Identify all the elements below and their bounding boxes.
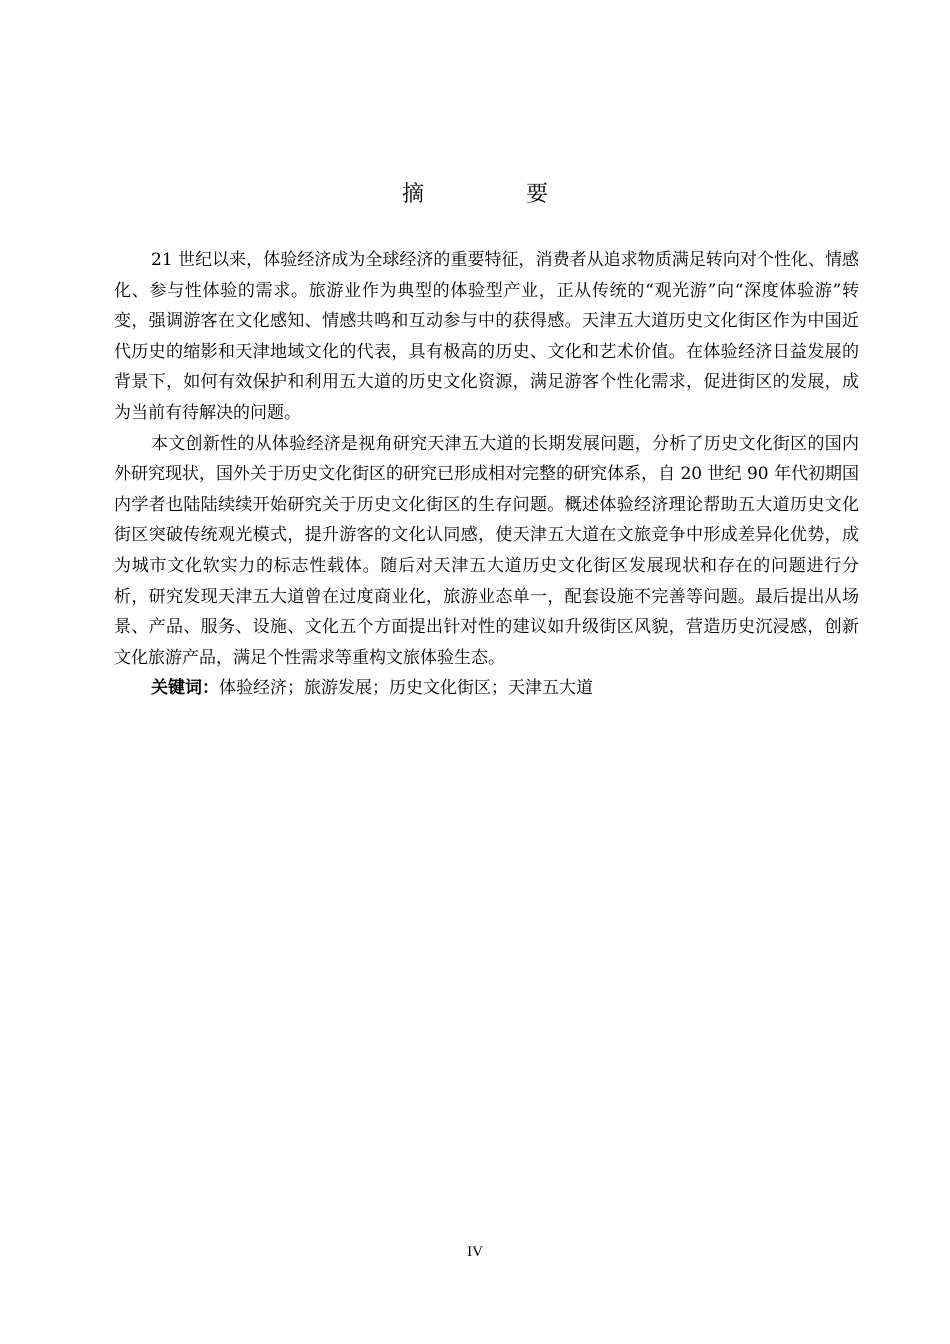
keywords-text: 体验经济；旅游发展；历史文化街区；天津五大道 — [219, 678, 593, 699]
abstract-body — [114, 245, 859, 704]
abstract-title: 摘 要 — [401, 182, 588, 207]
page-number: IV — [467, 1244, 483, 1260]
keywords-label: 关键词： — [151, 678, 219, 699]
keywords-line — [114, 673, 859, 704]
abstract-paragraph-2: 本文创新性的从体验经济是视角研究天津五大道的长期发展问题，分析了历史文化街区的国内外研究现状，国外关于历史文化街区的研究已形成相对完整的研究体系，自 20 世纪 90 年代初期国内学者也陆陆续续开始研究关于历史文化街区的生存问题。概述体验经济理论帮助五大道历史文化街区突破传统观光模式，提升游客的文化认同感，使天津五大道在文旅竞争中形成差异化优势，成为城市文化软实力的标志性载体。随后对天津五大道历史文化街区发展现状和存在的问题进行分析，研究发现天津五大道曾在过度商业化，旅游业态单一，配套设施不完善等问题。最后提出从场景、产品、服务、设施、文化五个方面提出针对性的建议如升级街区风貌，营造历史沉浸感，创新文化旅游产品，满足个性需求等重构文旅体验生态。 — [114, 433, 859, 668]
abstract-paragraph-1: 21 世纪以来，体验经济成为全球经济的重要特征，消费者从追求物质满足转向对个性化、情感化、参与性体验的需求。旅游业作为典型的体验型产业，正从传统的“观光游”向“深度体验游”转变，强调游客在文化感知、情感共鸣和互动参与中的获得感。天津五大道历史文化街区作为中国近代历史的缩影和天津地域文化的代表，具有极高的历史、文化和艺术价值。在体验经济日益发展的背景下，如何有效保护和利用五大道的历史文化资源，满足游客个性化需求，促进街区的发展，成为当前有待解决的问题。 — [114, 250, 859, 423]
